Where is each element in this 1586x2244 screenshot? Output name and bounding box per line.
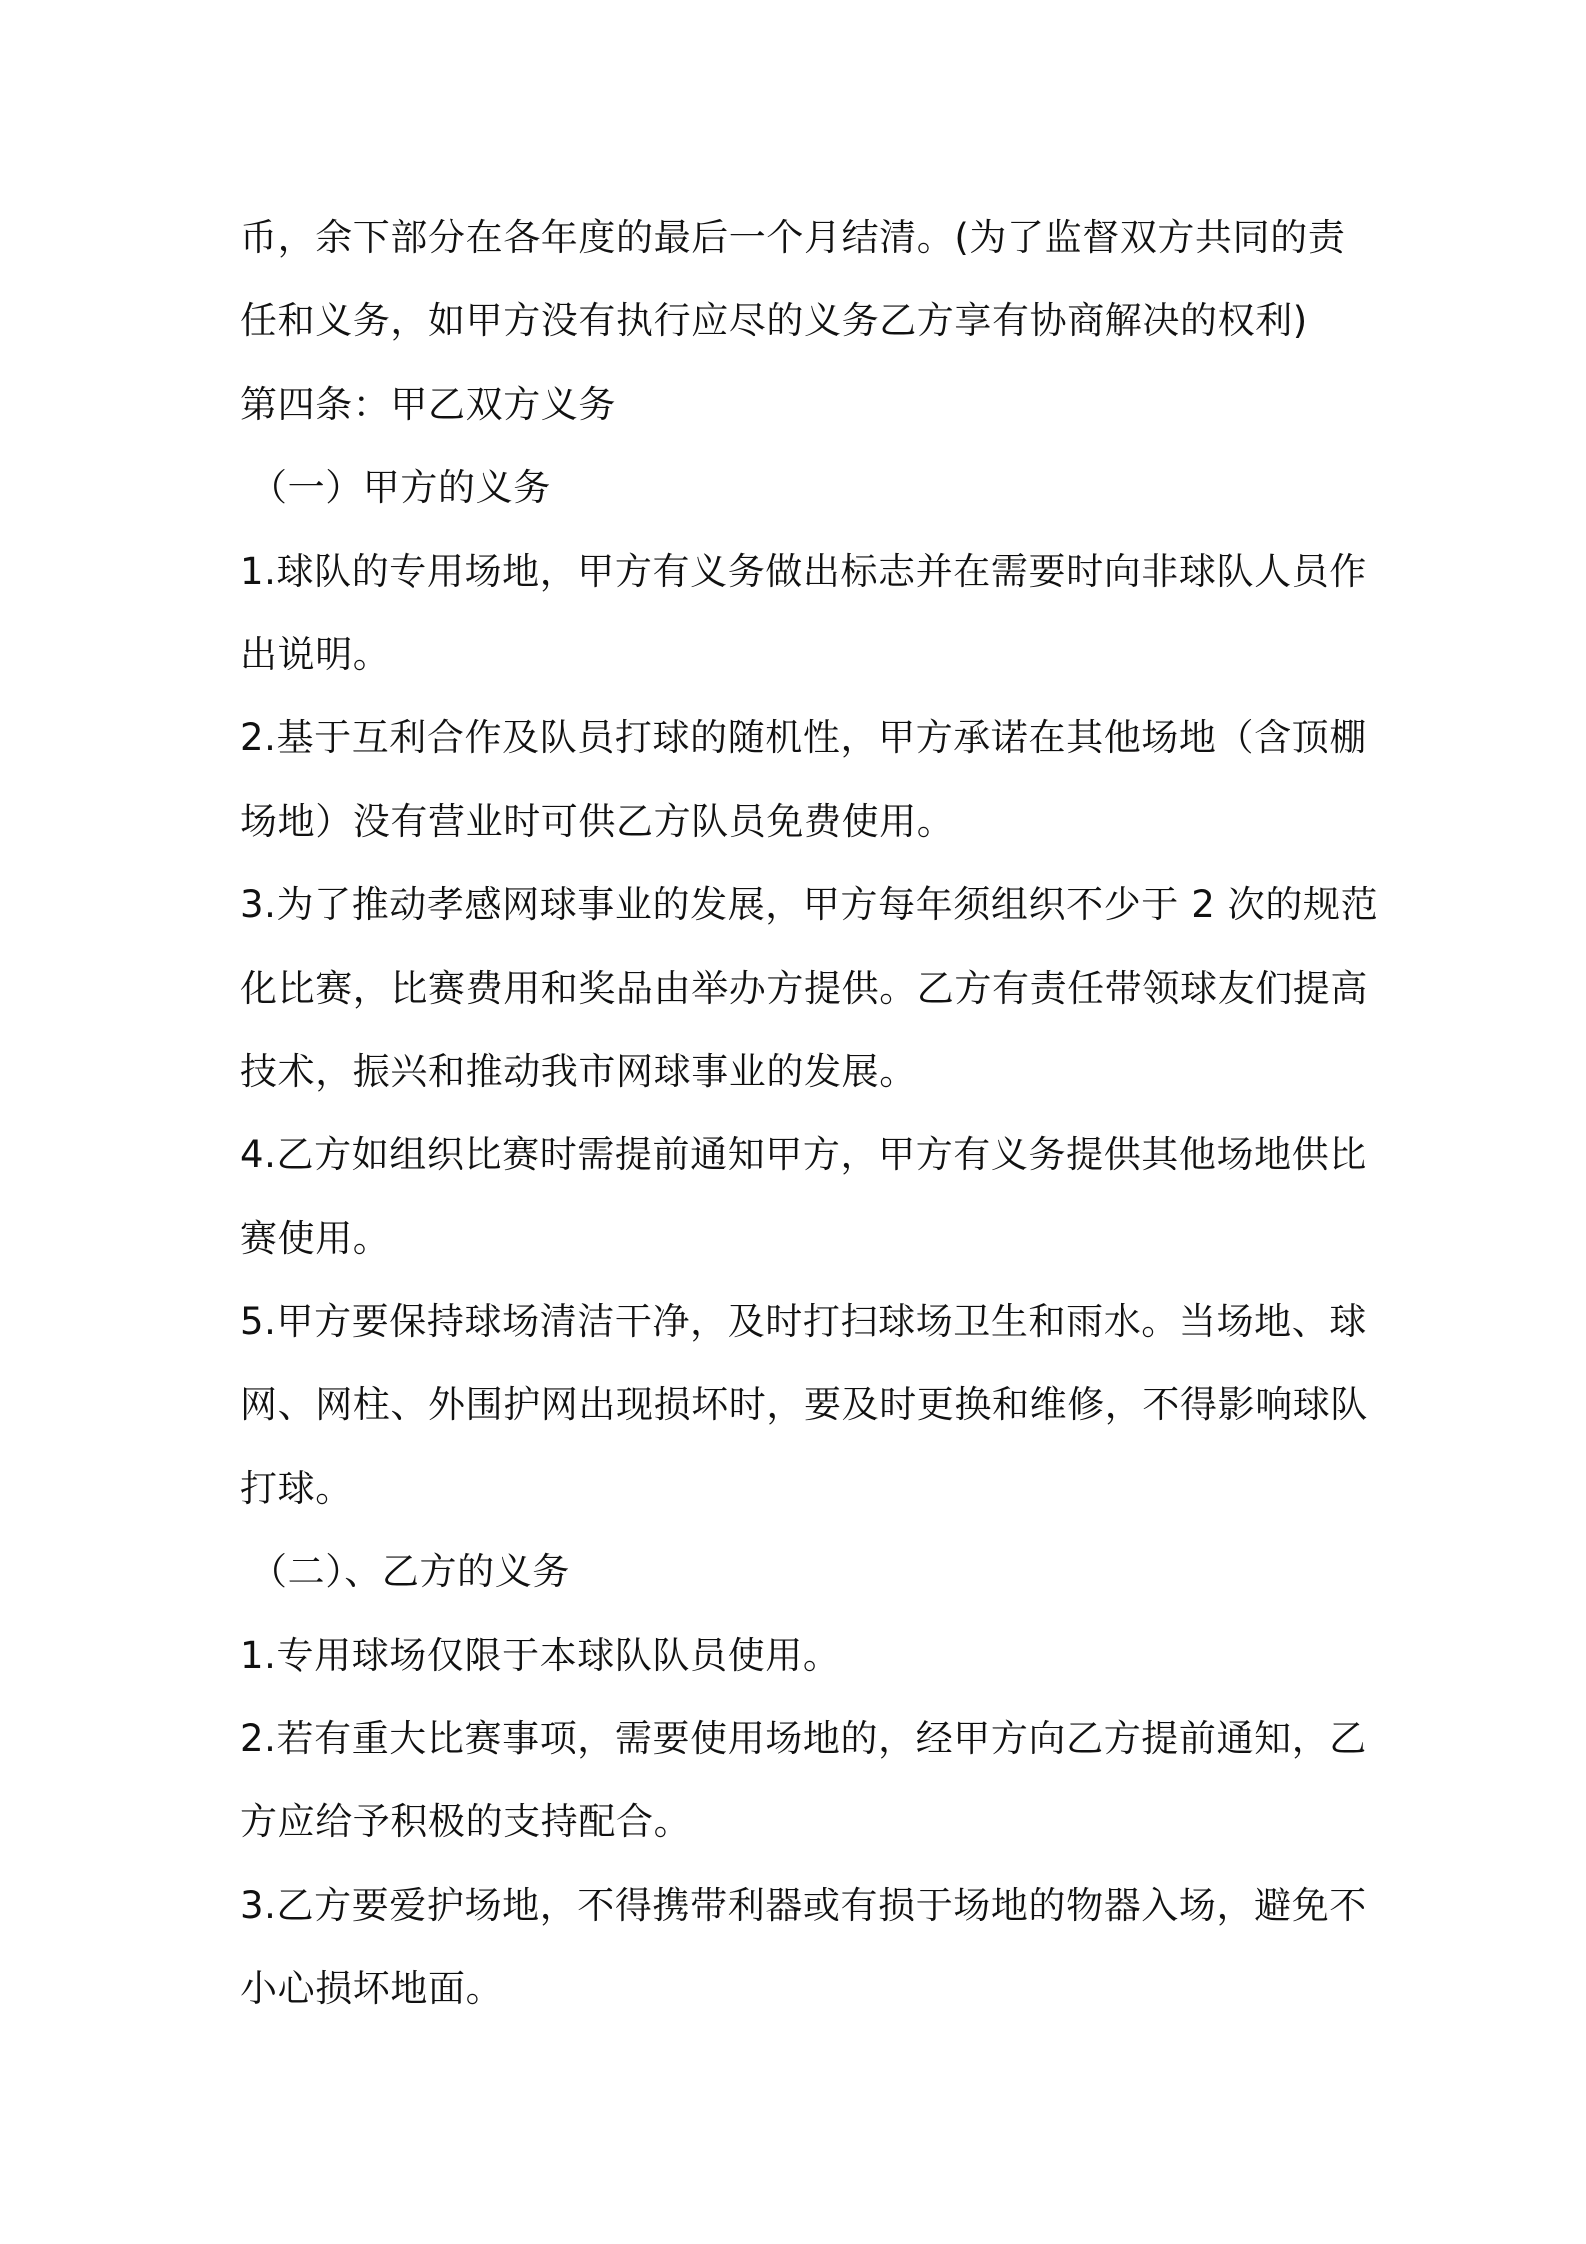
- section-party-a-heading: （一）甲方的义务: [250, 466, 551, 510]
- text-line-payment-terms: 币，余下部分在各年度的最后一个月结清。(为了监督双方共同的责: [240, 216, 1346, 259]
- document-body: [240, 196, 1379, 2031]
- party-a-item-5-cont: 网、网柱、外围护网出现损坏时，要及时更换和维修，不得影响球队: [240, 1383, 1368, 1427]
- party-a-item-5-cont-2: 打球。: [240, 1466, 353, 1510]
- party-a-item-5: 5.甲方要保持球场清洁干净，及时打扫球场卫生和雨水。当场地、球: [240, 1300, 1367, 1344]
- party-a-item-4: 4.乙方如组织比赛时需提前通知甲方，甲方有义务提供其他场地供比: [240, 1133, 1367, 1177]
- section-party-b-heading: （二）、乙方的义务: [250, 1550, 570, 1594]
- party-a-item-1: 1.球队的专用场地，甲方有义务做出标志并在需要时向非球队人员作: [240, 549, 1367, 593]
- party-a-item-3-cont: 化比赛，比赛费用和奖品由举办方提供。乙方有责任带领球友们提高: [240, 966, 1368, 1010]
- party-b-item-1: 1.专用球场仅限于本球队队员使用。: [240, 1633, 841, 1677]
- party-a-item-4-cont: 赛使用。: [240, 1216, 391, 1260]
- party-a-item-3-cont-2: 技术，振兴和推动我市网球事业的发展。: [240, 1049, 917, 1093]
- party-b-item-3: 3.乙方要爱护场地，不得携带利器或有损于场地的物器入场，避免不: [240, 1883, 1367, 1927]
- party-b-item-2: 2.若有重大比赛事项，需要使用场地的，经甲方向乙方提前通知，乙: [240, 1717, 1367, 1761]
- article-four-heading: 第四条：甲乙双方义务: [240, 382, 616, 426]
- party-a-item-1-cont: 出说明。: [240, 632, 391, 676]
- party-a-item-2-cont: 场地）没有营业时可供乙方队员免费使用。: [240, 799, 955, 843]
- party-b-item-3-cont: 小心损坏地面。: [240, 1967, 504, 2011]
- party-b-item-2-cont: 方应给予积极的支持配合。: [240, 1800, 692, 1844]
- party-a-item-2: 2.基于互利合作及队员打球的随机性，甲方承诺在其他场地（含顶棚: [240, 716, 1367, 760]
- party-a-item-3: 3.为了推动孝感网球事业的发展，甲方每年须组织不少于 2 次的规范: [240, 883, 1379, 927]
- text-line-payment-terms-cont: 任和义务，如甲方没有执行应尽的义务乙方享有协商解决的权利): [240, 299, 1308, 343]
